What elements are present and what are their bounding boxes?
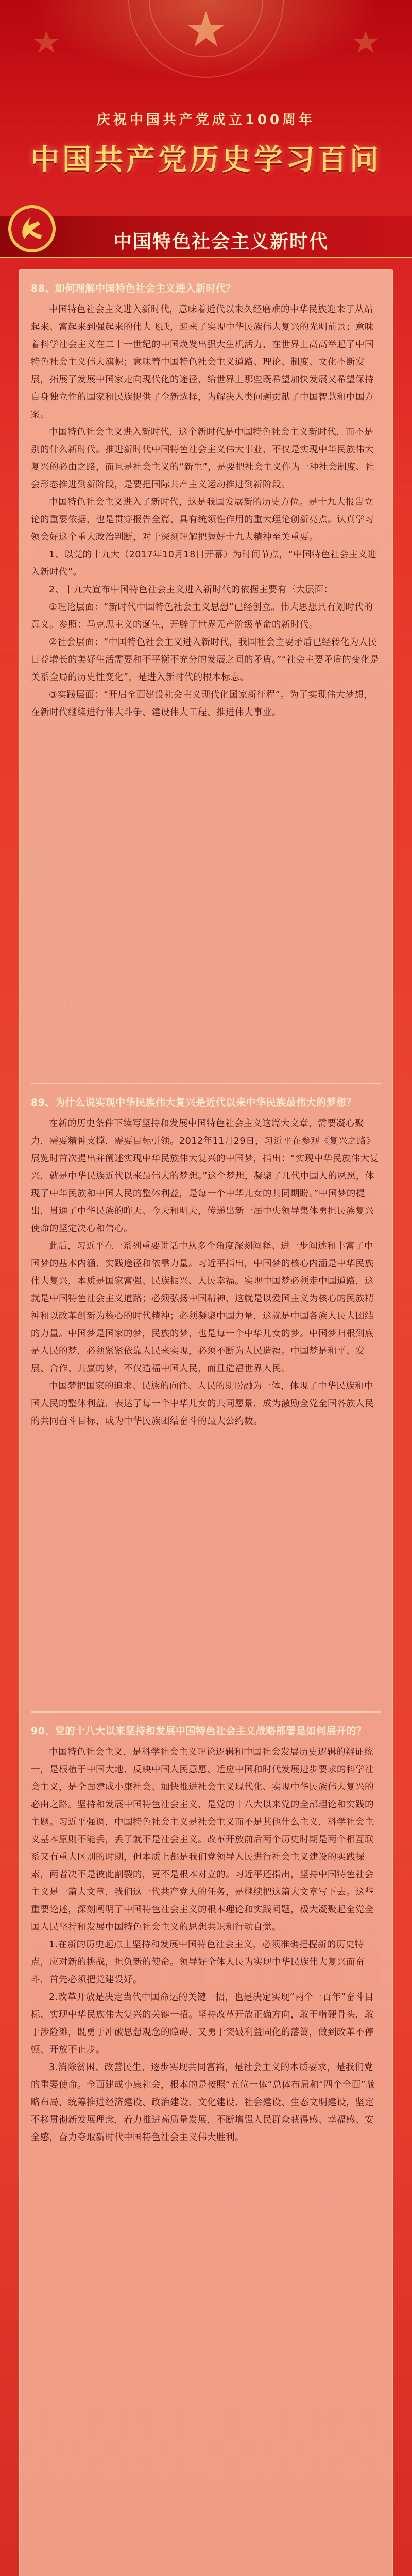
- paragraph: 1、以党的十九大（2017年10月18日开幕）为时间节点，“中国特色社会主义进入新时代”。: [31, 550, 377, 578]
- party-emblem-icon: [7, 204, 57, 253]
- header: [0, 0, 412, 201]
- paragraph: 中国特色社会主义进入了新时代，这是我国发展新的历史方位。是十九大报告立论的重要依据，也是贯穿报告全篇、具有统领性作用的重大理论创新亮点。认真学习领会好这个重大政治判断，对于深刻理解把握好十九大精神至关重要。: [31, 497, 374, 543]
- paragraph: 2、十九大宣布中国特色社会主义进入新时代的依据主要有三大层面：: [49, 585, 333, 595]
- paragraph: 3.消除贫困、改善民生、逐步实现共同富裕，是社会主义的本质要求，是我们党的重要使命。全面建成小康社会，根本的是按照“五位一体”总体布局和“四个全面”战略布局，统筹推进经济建设、政治建设、文化建设、社会建设、生态文明建设，坚定不移贯彻新发展理念，着力推进高质量发展，不断增强人民群众获得感、幸福感、安全感，奋力夺取新时代中国特色社会主义伟大胜利。: [31, 2062, 375, 2143]
- paragraph: 中国特色社会主义，是科学社会主义理论逻辑和中国社会发展历史逻辑的辩证统一，是根植于中国大地、反映中国人民意愿、适应中国和时代发展进步要求的科学社会主义，是全面建成小康社会、加快推进社会主义现代化、实现中华民族伟大复兴的必由之路。坚持和发展中国特色社会主义，是党的十八大以来党的全部理论和实践的主题。习近平强调，中国特色社会主义是社会主义而不是其他什么主义，科学社会主义基本原则不能丢，丢了就不是社会主义。改革开放前后两个历史时期是两个相互联系又有重大区别的时期，但本质上都是我们党领导人民进行社会主义建设的实践探索，两者决不是彼此割裂的，更不是根本对立的。习近平还指出，坚持中国特色社会主义是一篇大文章，我们这一代共产党人的任务，是继续把这篇大文章写下去。这些重要论述，深刻阐明了中国特色社会主义的根本理论和实践问题，极大凝聚起全党全国人民坚持和发展中国特色社会主义的思想共识和行动自觉。: [31, 1747, 374, 1933]
- paragraph: 中国特色社会主义进入新时代，意味着近代以来久经磨难的中华民族迎来了从站起来、富起来到强起来的伟大飞跃，迎来了实现中华民族伟大复兴的光明前景；意味着科学社会主义在二十一世纪的中国焕发出强大生机活力，在世界上高高举起了中国特色社会主义伟大旗帜；意味着中国特色社会主义道路、理论、制度、文化不断发展，拓展了发展中国家走向现代化的途径，给世界上那些既希望加快发展又希望保持自身独立性的国家和民族提供了全新选择，为解决人类问题贡献了中国智慧和中国方案。: [31, 304, 374, 420]
- question-88: 88、如何理解中国特色社会主义进入新时代？: [31, 283, 236, 294]
- qa-item-88: [31, 279, 381, 721]
- question-89: 89、为什么说实现中华民族伟大复兴是近代以来中华民族最伟大的梦想？: [31, 1097, 356, 1108]
- paragraph: ①理论层面：“新时代中国特色社会主义思想”已经创立。伟大思想具有划时代的意义。参照：马克思主义的诞生，开辟了世界无产阶级革命的新时代。: [31, 602, 373, 630]
- paragraph: ②社会层面：“中国特色社会主义进入新时代，我国社会主要矛盾已经转化为人民日益增长的美好生活需要和不平衡不充分的发展之间的矛盾。”“社会主要矛盾的变化是关系全局的历史性变化”，是进入新时代的根本标志。: [31, 637, 380, 683]
- header-subtitle: 庆祝中国共产党成立100周年: [96, 112, 316, 128]
- paragraph: ③实践层面：“开启全面建设社会主义现代化国家新征程”。为了实现伟大梦想，在新时代继续进行伟大斗争、建设伟大工程、推进伟大事业。: [31, 690, 373, 718]
- paragraph: 中国梦把国家的追求、民族的向往、人民的期盼融为一体，体现了中华民族和中国人民的整体利益，表达了每一个中华儿女的共同愿景，成为激励全党全国各族人民的共同奋斗目标，成为中华民族团结奋斗的最大公约数。: [31, 1381, 374, 1427]
- divider: [31, 1083, 381, 1084]
- qa-item-90: [31, 1722, 381, 2146]
- question-90: 90、党的十八大以来坚持和发展中国特色社会主义战略部署是如何展开的？: [31, 1725, 367, 1737]
- page-title: 中国共产党历史学习百问: [30, 143, 382, 177]
- divider: [31, 1711, 381, 1713]
- section-title: 中国特色社会主义新时代: [113, 231, 329, 252]
- qa-item-89: [31, 1093, 381, 1430]
- paragraph: 2.改革开放是决定当代中国命运的关键一招，也是决定实现“两个一百年”奋斗目标、实现中华民族伟大复兴的关键一招。坚持改革开放正确方向，敢于啃硬骨头，敢于涉险滩，既勇于冲破思想观念的障碍，又勇于突破利益固化的藩篱，做到改革不停顿、开放不止步。: [31, 1992, 374, 2055]
- header-decoration: [0, 0, 412, 108]
- paragraph: 1.在新的历史起点上坚持和发展中国特色社会主义，必须准确把握新的历史特点，应对新的挑战，担负新的使命。领导好全体人民为实现中华民族伟大复兴而奋斗，首先必须把党建设好。: [31, 1940, 365, 1985]
- content-panel: [19, 269, 393, 2576]
- paragraph: 中国特色社会主义进入新时代，这个新时代是中国特色社会主义新时代，而不是别的什么新时代。推进新时代中国特色社会主义伟大事业，不仅是实现中华民族伟大复兴的必由之路，而且是社会主义的“新生”，是要把社会主义作为一种社会制度、社会形态推进到新阶段，是要把国际共产主义运动推进到新阶段。: [31, 427, 375, 490]
- paragraph: 在新的历史条件下续写坚持和发展中国特色社会主义这篇大文章，需要凝心聚力，需要精神支撑，需要目标引领。2012年11月29日，习近平在参观《复兴之路》展览时首次提出并阐述实现中华民族伟大复兴的中国梦，指出：“实现中华民族伟大复兴，就是中华民族近代以来最伟大的梦想。”这个梦想，凝聚了几代中国人的夙愿，体现了中华民族和中国人民的整体利益，是每一个中华儿女的共同期盼。”中国梦的提出，贯通了中华民族的昨天、今天和明天，传递出新一届中央领导集体勇担民族复兴使命的坚定决心和信心。: [31, 1118, 379, 1234]
- paragraph: 此后，习近平在一系列重要讲话中从多个角度深刻阐释、进一步阐述和丰富了中国梦的基本内涵、实践途径和依靠力量。习近平指出，中国梦的核心内涵是中华民族伟大复兴，本质是国家富强、民族振兴、人民幸福。实现中国梦必须走中国道路，这就是中国特色社会主义道路；必须弘扬中国精神，这就是以爱国主义为核心的民族精神和以改革创新为核心的时代精神；必须凝聚中国力量，这就是中国各族人民大团结的力量。中国梦是国家的梦，民族的梦，也是每一个中华儿女的梦。中国梦归根到底是人民的梦，必须紧紧依靠人民来实现，必须不断为人民造福。中国梦是和平、发展、合作、共赢的梦，不仅造福中国人民，而且造福世界人民。: [31, 1241, 374, 1374]
